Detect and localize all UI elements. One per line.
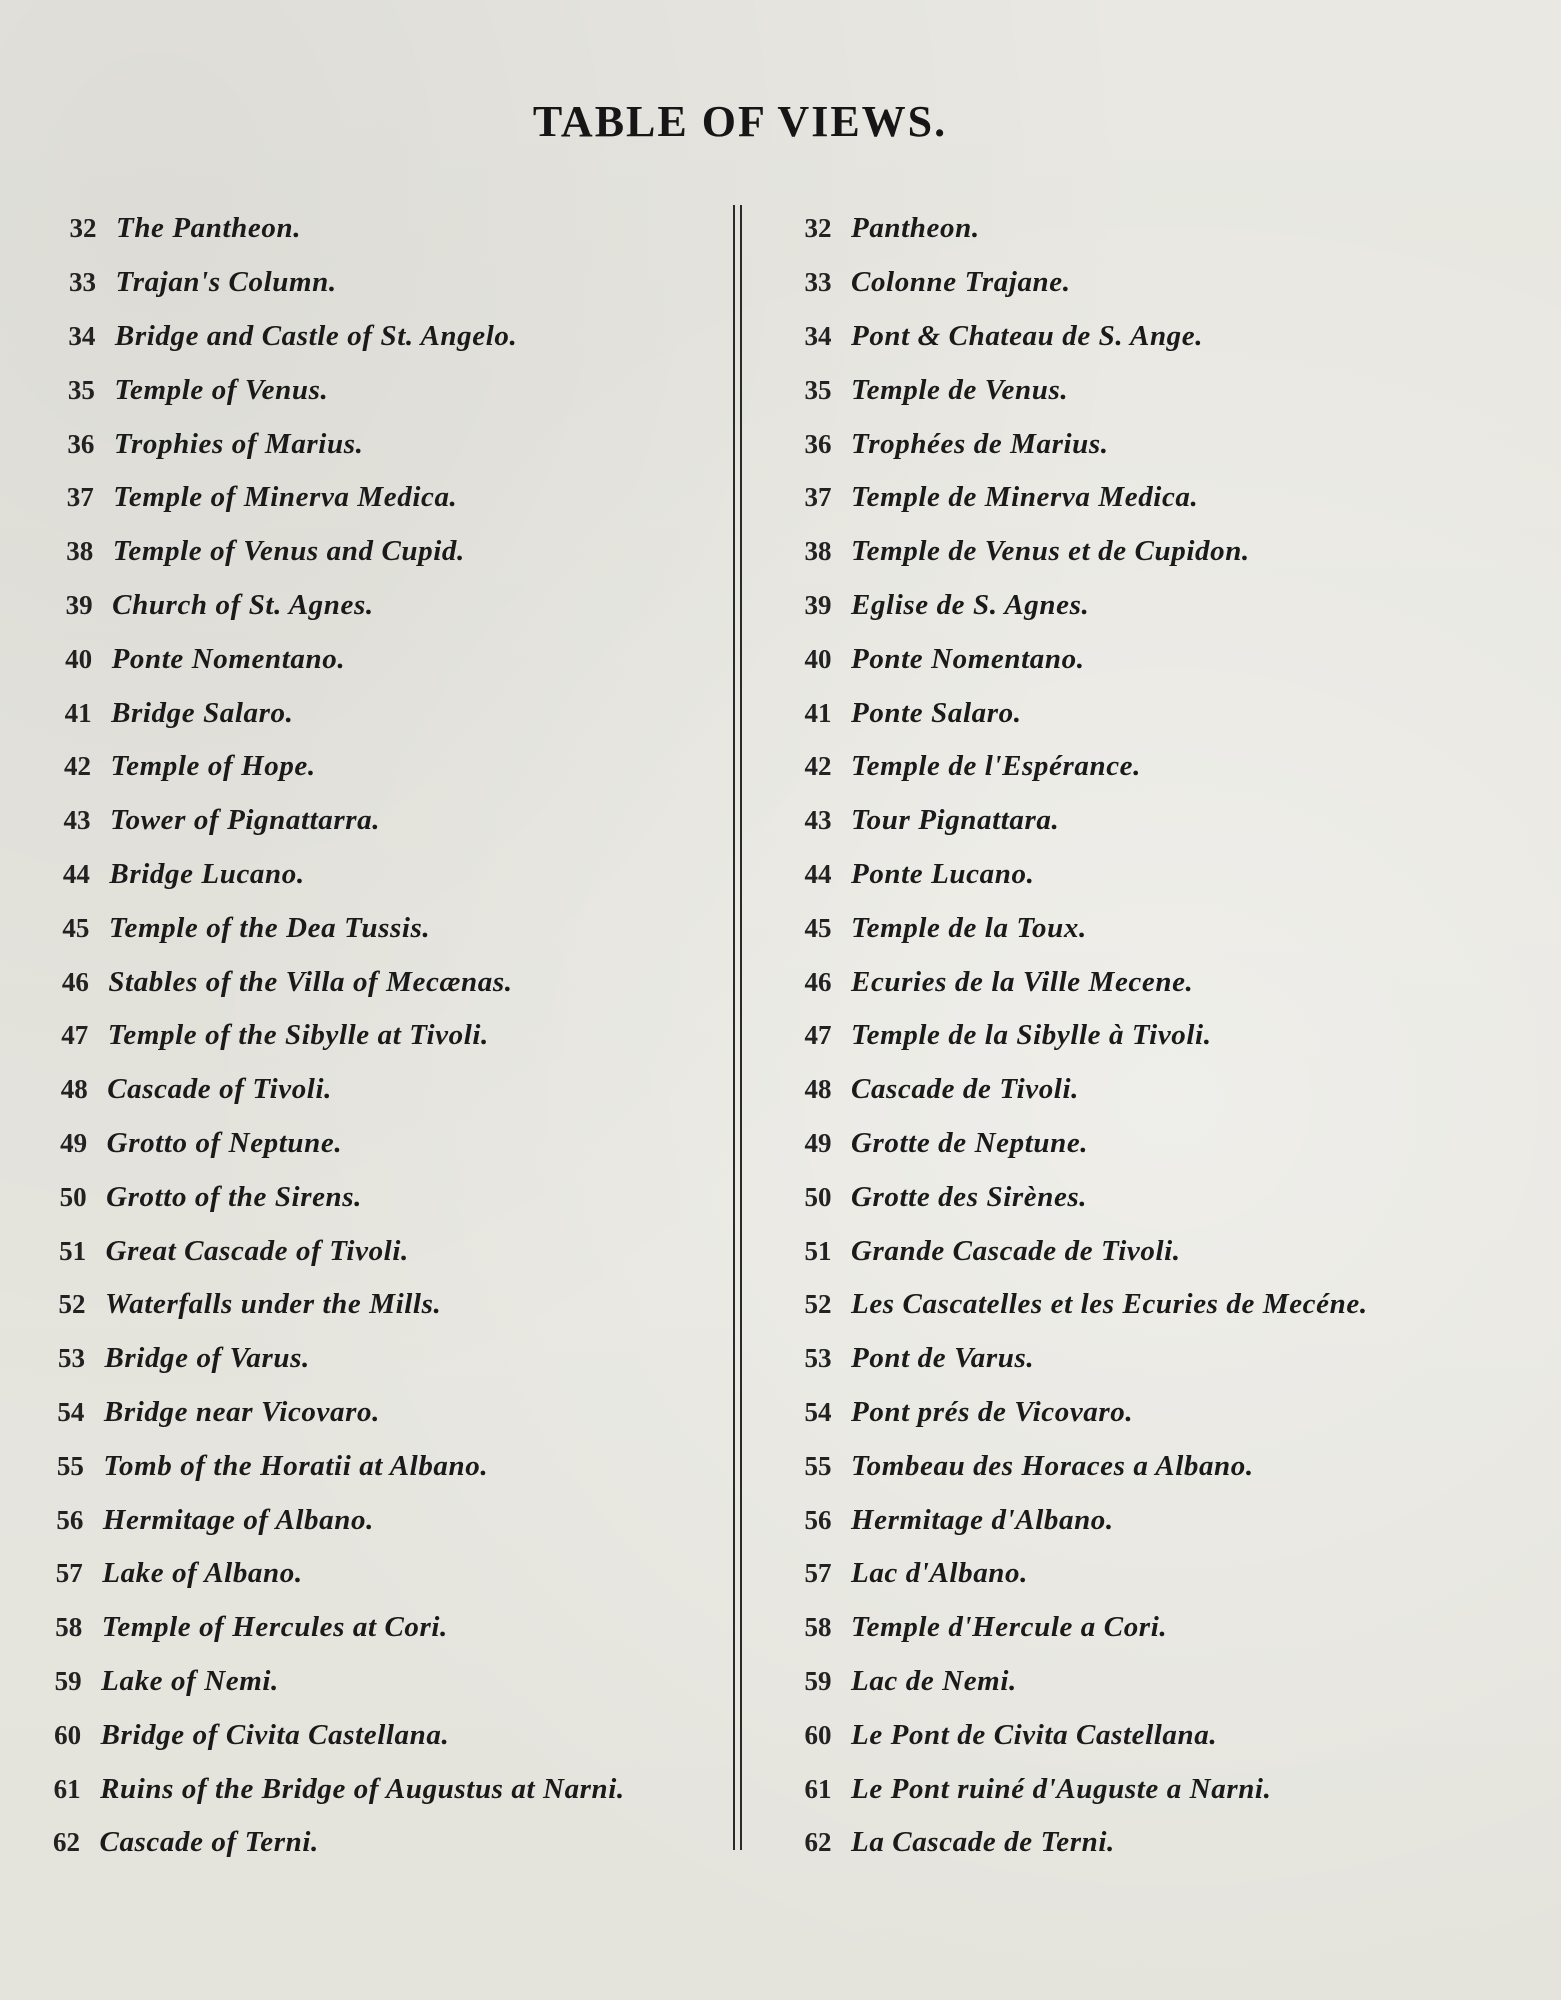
view-title: Temple de l'Espérance. <box>851 750 1142 783</box>
table-row <box>49 310 719 364</box>
view-title: Temple of the Dea Tussis. <box>108 911 431 944</box>
view-number: 62 <box>53 1827 80 1858</box>
view-number: 37 <box>804 482 832 513</box>
table-row <box>37 1493 707 1547</box>
table-row <box>785 1009 1545 1063</box>
view-number: 42 <box>64 751 91 782</box>
view-number: 49 <box>804 1127 832 1158</box>
english-column <box>50 202 720 1870</box>
view-title: Le Pont de Civita Castellana. <box>851 1718 1218 1751</box>
view-number: 33 <box>804 267 832 298</box>
view-number: 60 <box>54 1719 82 1750</box>
view-number: 59 <box>54 1665 82 1696</box>
table-row <box>785 632 1545 686</box>
table-row <box>41 1063 711 1117</box>
view-number: 56 <box>56 1504 84 1535</box>
view-title: Grotto of Neptune. <box>106 1126 343 1159</box>
view-number: 38 <box>66 536 94 567</box>
view-title: Trophies of Marius. <box>113 427 364 460</box>
view-number: 41 <box>64 697 92 728</box>
view-title: Bridge Salaro. <box>111 696 294 729</box>
table-row <box>785 1332 1545 1386</box>
view-number: 39 <box>65 589 93 620</box>
view-number: 44 <box>62 858 90 889</box>
table-row <box>785 256 1545 310</box>
view-number: 46 <box>61 966 89 997</box>
table-row <box>785 363 1545 417</box>
view-number: 32 <box>69 213 97 244</box>
view-number: 52 <box>58 1289 86 1320</box>
view-number: 41 <box>804 697 832 728</box>
view-number: 44 <box>804 858 832 889</box>
view-title: Tomb of the Horatii at Albano. <box>103 1449 489 1482</box>
view-title: Pont & Chateau de S. Ange. <box>851 319 1204 352</box>
table-row <box>40 1224 710 1278</box>
view-title: Temple de la Sibylle à Tivoli. <box>851 1019 1212 1052</box>
view-title: Tombeau des Horaces a Albano. <box>851 1449 1254 1482</box>
table-row <box>785 579 1545 633</box>
view-title: Eglise de S. Agnes. <box>851 588 1090 621</box>
table-row <box>785 686 1545 740</box>
table-row <box>35 1708 705 1762</box>
view-number: 39 <box>804 589 832 620</box>
table-row <box>46 632 716 686</box>
table-row <box>48 417 718 471</box>
view-number: 58 <box>55 1612 83 1643</box>
table-row <box>47 525 717 579</box>
table-row <box>49 256 719 310</box>
view-number: 34 <box>804 320 832 351</box>
view-title: Temple of Venus and Cupid. <box>112 535 465 568</box>
table-row <box>785 1117 1545 1171</box>
view-number: 62 <box>804 1827 832 1858</box>
view-number: 48 <box>60 1074 88 1105</box>
view-number: 35 <box>67 374 95 405</box>
view-title: Trajan's Column. <box>115 266 337 299</box>
view-title: Hermitage d'Albano. <box>851 1503 1114 1536</box>
view-title: Le Pont ruiné d'Auguste a Narni. <box>851 1772 1272 1805</box>
table-row <box>785 471 1545 525</box>
french-column <box>785 202 1545 1870</box>
view-title: Lake of Nemi. <box>101 1664 279 1697</box>
view-number: 52 <box>804 1289 832 1320</box>
view-number: 40 <box>65 643 93 674</box>
view-title: Tower of Pignattarra. <box>109 804 381 837</box>
view-title: Grotte des Sirènes. <box>851 1180 1088 1213</box>
view-title: Ponte Lucano. <box>851 857 1035 890</box>
view-number: 61 <box>804 1773 832 1804</box>
view-title: Grotte de Neptune. <box>851 1126 1089 1159</box>
view-number: 33 <box>68 267 96 298</box>
view-title: Temple de Minerva Medica. <box>851 481 1199 514</box>
view-number: 36 <box>67 428 95 459</box>
table-row <box>34 1762 704 1816</box>
table-row <box>46 579 716 633</box>
view-number: 43 <box>63 805 91 836</box>
view-title: Cascade of Tivoli. <box>107 1073 332 1106</box>
table-row <box>36 1547 706 1601</box>
view-title: Pantheon. <box>851 212 980 245</box>
view-title: Temple of Hercules at Cori. <box>101 1611 448 1644</box>
view-number: 49 <box>60 1127 88 1158</box>
table-row <box>45 686 715 740</box>
table-row <box>40 1170 710 1224</box>
view-title: Temple de la Toux. <box>851 911 1087 944</box>
view-number: 54 <box>804 1396 832 1427</box>
view-title: Cascade of Terni. <box>99 1826 319 1859</box>
view-title: Ecuries de la Ville Mecene. <box>851 965 1194 998</box>
view-title: Grotto of the Sirens. <box>106 1180 363 1213</box>
view-number: 50 <box>804 1181 832 1212</box>
view-number: 48 <box>804 1074 832 1105</box>
view-title: Ponte Salaro. <box>851 696 1022 729</box>
view-number: 47 <box>61 1020 89 1051</box>
view-title: Waterfalls under the Mills. <box>105 1288 442 1321</box>
table-row <box>34 1816 704 1870</box>
view-number: 38 <box>804 536 832 567</box>
table-row <box>36 1601 706 1655</box>
view-number: 40 <box>804 643 832 674</box>
view-number: 58 <box>804 1612 832 1643</box>
view-title: Ruins of the Bridge of Augustus at Narni. <box>100 1772 625 1805</box>
view-title: Temple de Venus. <box>851 373 1069 406</box>
view-title: Pont de Varus. <box>851 1342 1035 1375</box>
view-title: Ponte Nomentano. <box>111 642 346 675</box>
view-number: 45 <box>62 912 90 943</box>
table-row <box>785 794 1545 848</box>
view-number: 34 <box>68 320 96 351</box>
table-row <box>785 310 1545 364</box>
view-title: Temple of the Sibylle at Tivoli. <box>107 1019 489 1052</box>
view-number: 53 <box>57 1343 85 1374</box>
view-title: Church of St. Agnes. <box>112 588 374 621</box>
view-title: Temple of Hope. <box>110 750 316 783</box>
table-row <box>785 1170 1545 1224</box>
view-number: 51 <box>804 1235 832 1266</box>
view-number: 51 <box>59 1235 87 1266</box>
table-row <box>785 1547 1545 1601</box>
table-row <box>38 1332 708 1386</box>
table-row <box>785 955 1545 1009</box>
table-row <box>785 1063 1545 1117</box>
table-row <box>45 740 715 794</box>
view-number: 55 <box>56 1450 84 1481</box>
view-number: 36 <box>804 428 832 459</box>
table-row <box>785 740 1545 794</box>
view-title: Pont prés de Vicovaro. <box>851 1395 1134 1428</box>
view-number: 46 <box>804 966 832 997</box>
view-number: 61 <box>53 1773 81 1804</box>
view-number: 59 <box>804 1665 832 1696</box>
table-row <box>47 471 717 525</box>
table-row <box>785 1386 1545 1440</box>
view-title: Lake of Albano. <box>102 1557 303 1590</box>
view-title: Hermitage of Albano. <box>102 1503 374 1536</box>
table-row <box>785 1816 1545 1870</box>
view-number: 35 <box>804 374 832 405</box>
view-number: 37 <box>66 482 94 513</box>
view-number: 55 <box>804 1450 832 1481</box>
view-title: Lac de Nemi. <box>851 1664 1017 1697</box>
view-number: 53 <box>804 1343 832 1374</box>
table-row <box>785 202 1545 256</box>
view-number: 57 <box>55 1558 83 1589</box>
table-row <box>39 1278 709 1332</box>
table-row <box>785 1278 1545 1332</box>
view-number: 57 <box>804 1558 832 1589</box>
view-title: Bridge near Vicovaro. <box>103 1395 380 1428</box>
view-title: Tour Pignattara. <box>851 804 1060 837</box>
view-title: Stables of the Villa of Mecænas. <box>108 965 513 998</box>
view-number: 45 <box>804 912 832 943</box>
view-title: Colonne Trajane. <box>851 266 1071 299</box>
view-number: 47 <box>804 1020 832 1051</box>
view-number: 42 <box>804 751 832 782</box>
table-row <box>42 955 712 1009</box>
view-title: Trophées de Marius. <box>851 427 1109 460</box>
table-row <box>785 1762 1545 1816</box>
view-number: 43 <box>804 805 832 836</box>
view-title: The Pantheon. <box>116 212 302 245</box>
table-row <box>38 1386 708 1440</box>
view-title: Les Cascatelles et les Ecuries de Mecéne. <box>851 1288 1368 1321</box>
table-row <box>48 363 718 417</box>
table-row <box>35 1655 705 1709</box>
table-row <box>41 1117 711 1171</box>
table-row <box>785 1655 1545 1709</box>
view-title: Lac d'Albano. <box>851 1557 1028 1590</box>
column-divider <box>733 205 742 1850</box>
view-title: Great Cascade of Tivoli. <box>105 1234 409 1267</box>
table-row <box>50 202 720 256</box>
table-row <box>43 901 713 955</box>
view-title: La Cascade de Terni. <box>851 1826 1115 1859</box>
page-title: TABLE OF VIEWS. <box>532 97 948 146</box>
view-title: Bridge Lucano. <box>109 857 305 890</box>
table-row <box>37 1439 707 1493</box>
view-title: Temple of Minerva Medica. <box>113 481 458 514</box>
view-number: 32 <box>804 213 832 244</box>
table-row <box>44 794 714 848</box>
view-title: Bridge and Castle of St. Angelo. <box>114 319 518 352</box>
table-row <box>785 1601 1545 1655</box>
view-title: Grande Cascade de Tivoli. <box>851 1234 1181 1267</box>
table-row <box>785 1493 1545 1547</box>
view-title: Cascade de Tivoli. <box>851 1073 1079 1106</box>
view-title: Temple de Venus et de Cupidon. <box>851 535 1250 568</box>
table-row <box>785 1708 1545 1762</box>
table-row <box>785 417 1545 471</box>
table-row <box>785 1439 1545 1493</box>
view-number: 50 <box>59 1181 87 1212</box>
view-number: 56 <box>804 1504 832 1535</box>
table-row <box>785 848 1545 902</box>
table-row <box>785 1224 1545 1278</box>
table-row <box>42 1009 712 1063</box>
view-title: Temple of Venus. <box>114 373 329 406</box>
view-number: 54 <box>57 1396 85 1427</box>
view-title: Bridge of Civita Castellana. <box>100 1718 450 1751</box>
table-row <box>785 901 1545 955</box>
table-row <box>43 848 713 902</box>
view-title: Ponte Nomentano. <box>851 642 1085 675</box>
view-title: Temple d'Hercule a Cori. <box>851 1611 1168 1644</box>
table-row <box>785 525 1545 579</box>
view-number: 60 <box>804 1719 832 1750</box>
view-title: Bridge of Varus. <box>104 1342 310 1375</box>
